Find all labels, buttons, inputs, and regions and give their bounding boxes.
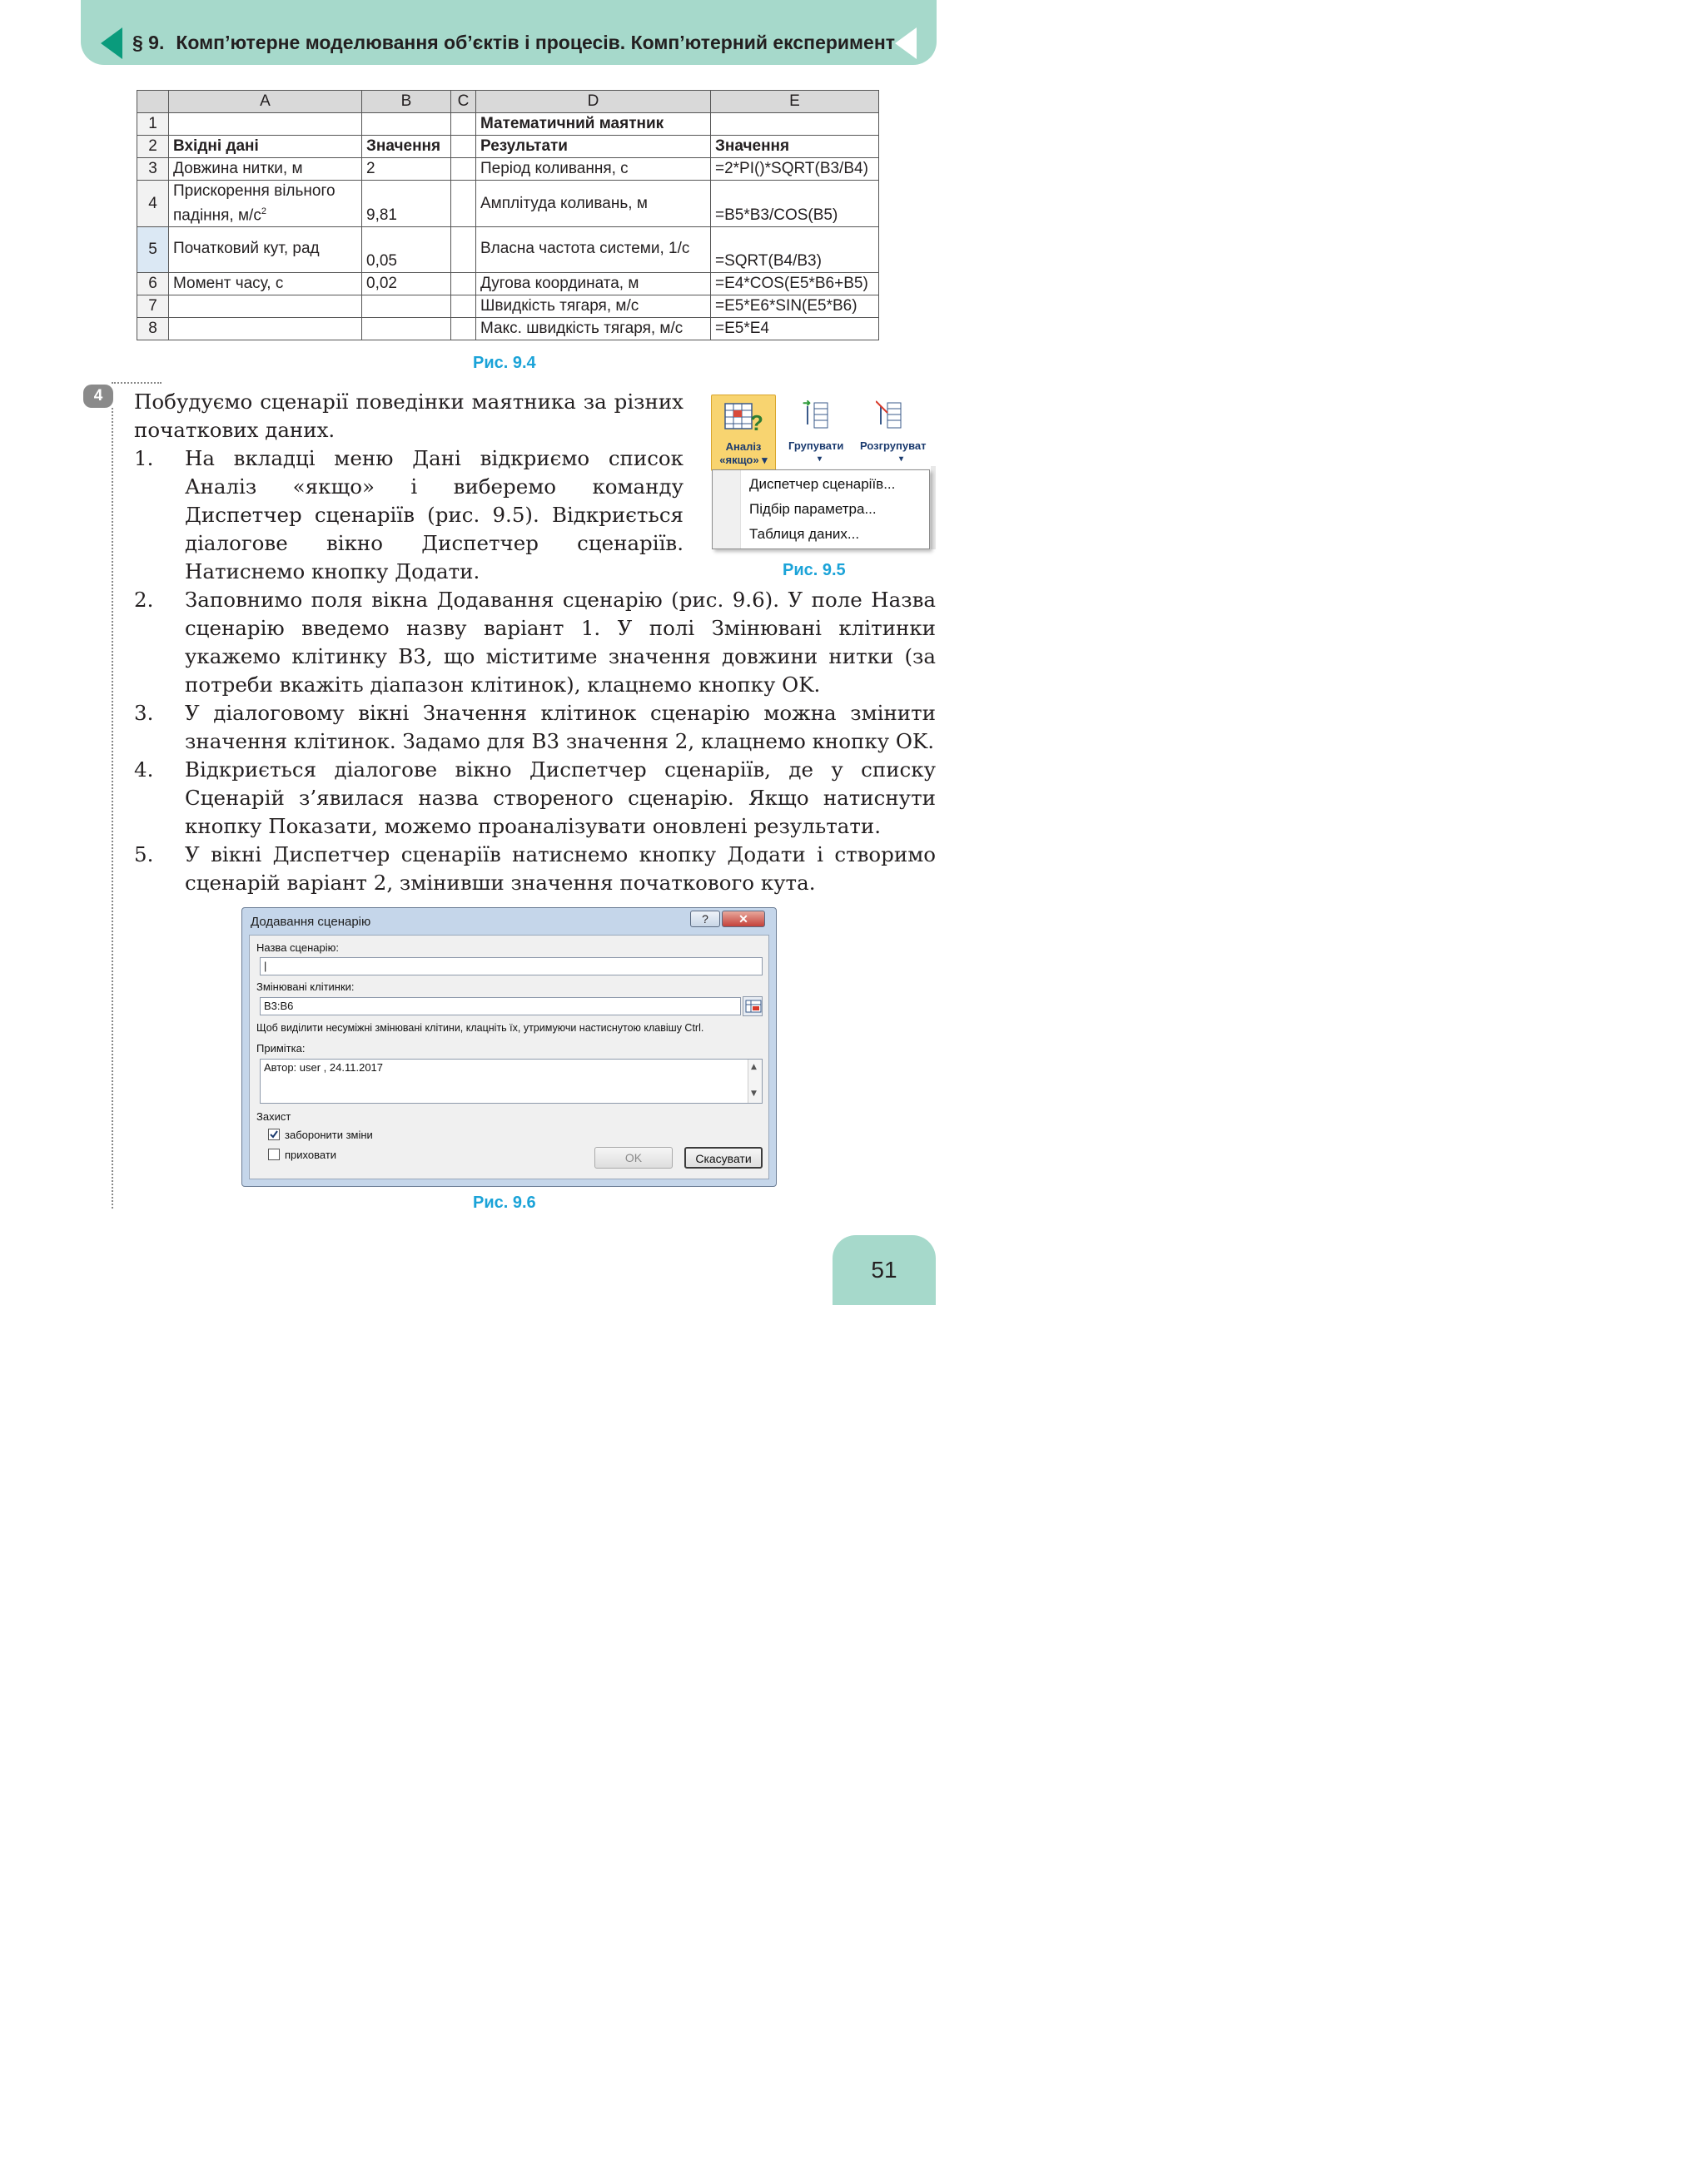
table-cell: Значення [362, 136, 451, 158]
table-cell: 0,02 [362, 273, 451, 295]
row-number: 5 [137, 227, 169, 273]
cell-line [173, 201, 357, 226]
scroll-down-icon[interactable]: ▼ [751, 1090, 757, 1098]
close-button[interactable]: ✕ [722, 911, 765, 927]
intro-paragraph: Побудуємо сценарії поведінки маятника за різних початкових даних. [134, 390, 683, 442]
table-cell: Швидкість тягаря, м/с [476, 295, 711, 318]
comment-textarea[interactable]: Автор: user , 24.11.2017 [260, 1059, 763, 1104]
table-cell [362, 318, 451, 340]
whatif-label [712, 440, 775, 467]
ok-button[interactable]: OK [594, 1147, 673, 1169]
row-number: 1 [137, 113, 169, 136]
dotted-rule [112, 382, 162, 384]
table-cell [169, 295, 362, 318]
list-number: 4. [134, 757, 154, 782]
ribbon-edge [931, 466, 936, 549]
chevron-down-icon: ▾ [899, 454, 904, 464]
list-number: 3. [134, 701, 154, 725]
table-row [137, 158, 879, 181]
row-number: 7 [137, 295, 169, 318]
group-icon [803, 398, 831, 431]
group-button-label[interactable]: Групувати [788, 439, 844, 452]
table-row [137, 227, 879, 273]
table-cell [451, 227, 476, 273]
table-cell: =2*PI()*SQRT(B3/B4) [711, 158, 879, 181]
menu-item-data-table[interactable]: Таблиця даних... [749, 526, 860, 542]
section-title: Комп’ютерне моделювання об’єктів і процесів. Комп’ютерний експеримент [176, 32, 896, 53]
list-item: Відкриється діалогове вікно Диспетчер сценаріїв, де у списку Сценарій з’явилася назва створеного сценарію. Якщо натиснути кнопку Показати, можемо проаналізувати оновлені результати. [185, 757, 936, 838]
column-header: B [362, 91, 451, 113]
chevron-down-icon: ▾ [818, 454, 823, 464]
list-number: 1. [134, 446, 154, 470]
changing-cells-input[interactable]: B3:B6 [260, 997, 741, 1015]
section-number: § 9. [132, 32, 165, 53]
table-cell: Дугова координата, м [476, 273, 711, 295]
ribbon-figure [709, 391, 936, 474]
table-cell [169, 181, 362, 227]
svg-text:?: ? [750, 410, 763, 435]
table-cell [451, 318, 476, 340]
protection-group-label: Захист [256, 1110, 291, 1123]
table-cell: =E4*COS(E5*B6+B5) [711, 273, 879, 295]
table-cell: Період коливання, с [476, 158, 711, 181]
table-cell: =E5*E6*SIN(E5*B6) [711, 295, 879, 318]
spreadsheet-figure [137, 90, 879, 340]
chapter-header [81, 0, 937, 65]
table-row [137, 113, 879, 136]
list-number: 2. [134, 588, 154, 612]
table-cell [451, 181, 476, 227]
step-badge: 4 [83, 385, 113, 408]
range-picker-icon [745, 1000, 762, 1015]
table-row [137, 136, 879, 158]
list-item: На вкладці меню Дані відкриємо список Аналіз «якщо» і виберемо команду Диспетчер сценаріїв (рис. 9.5). Відкриється діалогове вікно Диспетчер сценаріїв. Натиснемо кнопку Додати. [185, 446, 683, 583]
whatif-analysis-button[interactable] [711, 395, 776, 471]
cell-text: падіння, м/с [173, 206, 261, 225]
range-picker-button[interactable] [743, 996, 763, 1016]
chapter-title [132, 32, 895, 54]
table-cell: =B5*B3/COS(B5) [711, 181, 879, 227]
table-row [137, 273, 879, 295]
figure-caption: Рис. 9.4 [473, 354, 536, 372]
row-number: 8 [137, 318, 169, 340]
table-cell: Власна частота системи, 1/с [476, 227, 711, 273]
superscript: 2 [261, 206, 266, 216]
table-cell [362, 113, 451, 136]
scenario-name-input[interactable]: | [260, 957, 763, 975]
add-scenario-dialog [241, 907, 777, 1187]
table-cell: Макс. швидкість тягаря, м/с [476, 318, 711, 340]
table-cell [451, 158, 476, 181]
list-item: У вікні Диспетчер сценаріїв натиснемо кнопку Додати і створимо сценарій варіант 2, змінивши значення початкового кута. [185, 842, 936, 895]
prevent-changes-label: заборонити зміни [285, 1129, 373, 1141]
list-number: 5. [134, 842, 154, 866]
row-number: 6 [137, 273, 169, 295]
corner-cell [137, 91, 169, 113]
triangle-left-icon [101, 27, 122, 59]
table-cell [451, 295, 476, 318]
triangle-right-icon [895, 27, 917, 59]
column-header: A [169, 91, 362, 113]
table-cell: Результати [476, 136, 711, 158]
scrollbar[interactable] [748, 1060, 762, 1103]
list-item: Заповнимо поля вікна Додавання сценарію (рис. 9.6). У поле Назва сценарію введемо назву варіант 1. У полі Змінювані клітинки укажемо клітинку B3, що міститиме значення довжини нитки (за потреби вкажіть діапазон клітинок), клацнемо кнопку OK. [185, 588, 936, 697]
ungroup-icon [876, 398, 904, 431]
table-cell: =SQRT(B4/B3) [711, 227, 879, 273]
row-number: 2 [137, 136, 169, 158]
row-number: 4 [137, 181, 169, 227]
hint-text: Щоб виділити несуміжні змінювані клітини, клацніть їх, утримуючи настиснутою клавішу Ctrl. [256, 1022, 704, 1034]
figure-caption: Рис. 9.6 [473, 1194, 536, 1212]
cancel-button[interactable]: Скасувати [684, 1147, 763, 1169]
menu-icon-strip [713, 470, 741, 548]
dialog-title: Додавання сценарію [251, 915, 371, 929]
help-button[interactable]: ? [690, 911, 720, 927]
whatif-label-line1: Аналіз [725, 440, 762, 453]
scroll-up-icon[interactable]: ▲ [751, 1063, 757, 1071]
table-cell: Амплітуда коливань, м [476, 181, 711, 227]
scenario-name-label: Назва сценарію: [256, 941, 339, 954]
table-cell: Довжина нитки, м [169, 158, 362, 181]
table-cell: Вхідні дані [169, 136, 362, 158]
page-number: 51 [833, 1235, 936, 1305]
table-cell [169, 318, 362, 340]
hide-label: приховати [285, 1149, 337, 1161]
table-row [137, 295, 879, 318]
prevent-changes-checkbox[interactable] [268, 1129, 280, 1140]
table-cell: =E5*E4 [711, 318, 879, 340]
ungroup-button-label[interactable]: Розгрупуват [860, 439, 927, 452]
svg-text:➜: ➜ [803, 398, 812, 409]
whatif-label-line2: «якщо» ▾ [719, 454, 768, 466]
table-row [137, 181, 879, 227]
figure-caption: Рис. 9.5 [783, 561, 846, 579]
column-header-row [137, 91, 879, 113]
whatif-dropdown-menu [712, 469, 930, 549]
whatif-icon [723, 399, 763, 439]
comment-label: Примітка: [256, 1042, 306, 1055]
menu-item-scenario-manager[interactable]: Диспетчер сценаріїв... [749, 476, 896, 492]
changing-cells-label: Змінювані клітинки: [256, 980, 355, 993]
table-cell [169, 113, 362, 136]
cell-line: Прискорення вільного [173, 182, 336, 200]
table-cell: Математичний маятник [476, 113, 711, 136]
check-icon [269, 1129, 279, 1139]
dialog-body [249, 935, 769, 1179]
dotted-rule [112, 408, 113, 1209]
table-row [137, 318, 879, 340]
table-cell [451, 113, 476, 136]
column-header: D [476, 91, 711, 113]
table-cell [362, 295, 451, 318]
table-cell [711, 113, 879, 136]
table-cell [451, 273, 476, 295]
list-item: У діалоговому вікні Значення клітинок сценарію можна змінити значення клітинок. Задамо для B3 значення 2, клацнемо кнопку OK. [185, 701, 936, 753]
column-header: E [711, 91, 879, 113]
column-header: C [451, 91, 476, 113]
table-cell: 9,81 [362, 181, 451, 227]
table-cell: Початковий кут, рад [169, 227, 362, 273]
table-cell: Значення [711, 136, 879, 158]
menu-item-goal-seek[interactable]: Підбір параметра... [749, 501, 877, 517]
row-number: 3 [137, 158, 169, 181]
table-cell: 2 [362, 158, 451, 181]
table-cell [451, 136, 476, 158]
table-cell: 0,05 [362, 227, 451, 273]
hide-checkbox[interactable] [268, 1149, 280, 1160]
table-cell: Момент часу, с [169, 273, 362, 295]
